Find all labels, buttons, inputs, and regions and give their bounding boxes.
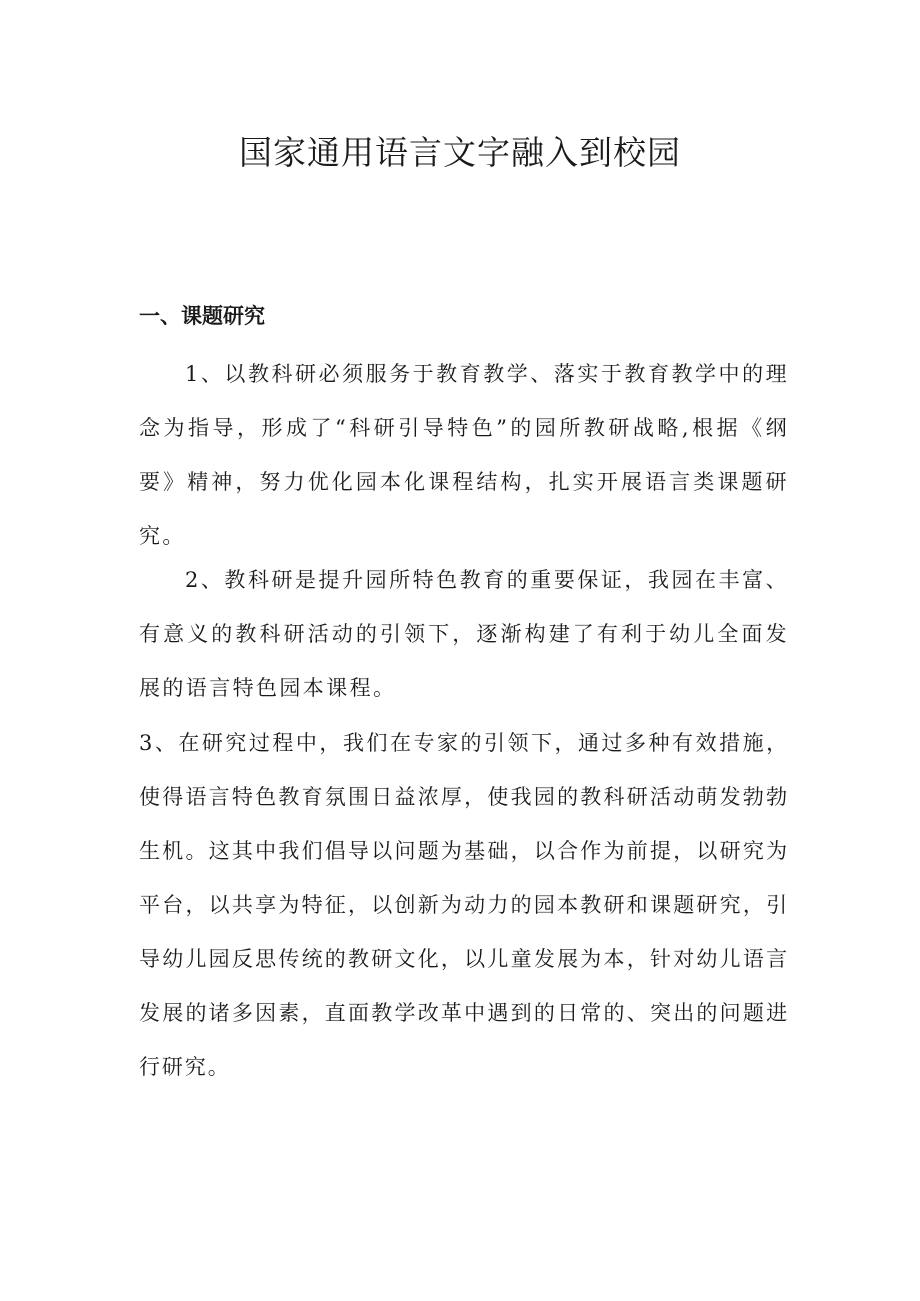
paragraph-3: 3、在研究过程中，我们在专家的引领下，通过多种有效措施，使得语言特色教育氛围日益浓厚，使我园的教科研活动萌发勃勃生机。这其中我们倡导以问题为基础，以合作为前提，以研究为平台，以共享为特征，以创新为动力的园本教研和课题研究，引导幼儿园反思传统的教研文化，以儿童发展为本，针对幼儿语言发展的诸多因素，直面教学改革中遇到的日常的、突出的问题进行研究。 xyxy=(139,731,789,1079)
paragraph-1: 1、以教科研必须服务于教育教学、落实于教育教学中的理念为指导，形成了“科研引导特色”的园所教研战略,根据《纲要》精神，努力优化园本化课程结构，扎实开展语言类课题研究。 xyxy=(139,362,789,548)
document-title: 国家通用语言文字融入到校园 xyxy=(239,133,681,172)
section-heading-research: 一、课题研究 xyxy=(139,304,265,328)
paragraph-2: 2、教科研是提升园所特色教育的重要保证，我园在丰富、有意义的教科研活动的引领下，逐渐构建了有利于幼儿全面发展的语言特色园本课程。 xyxy=(139,568,789,700)
